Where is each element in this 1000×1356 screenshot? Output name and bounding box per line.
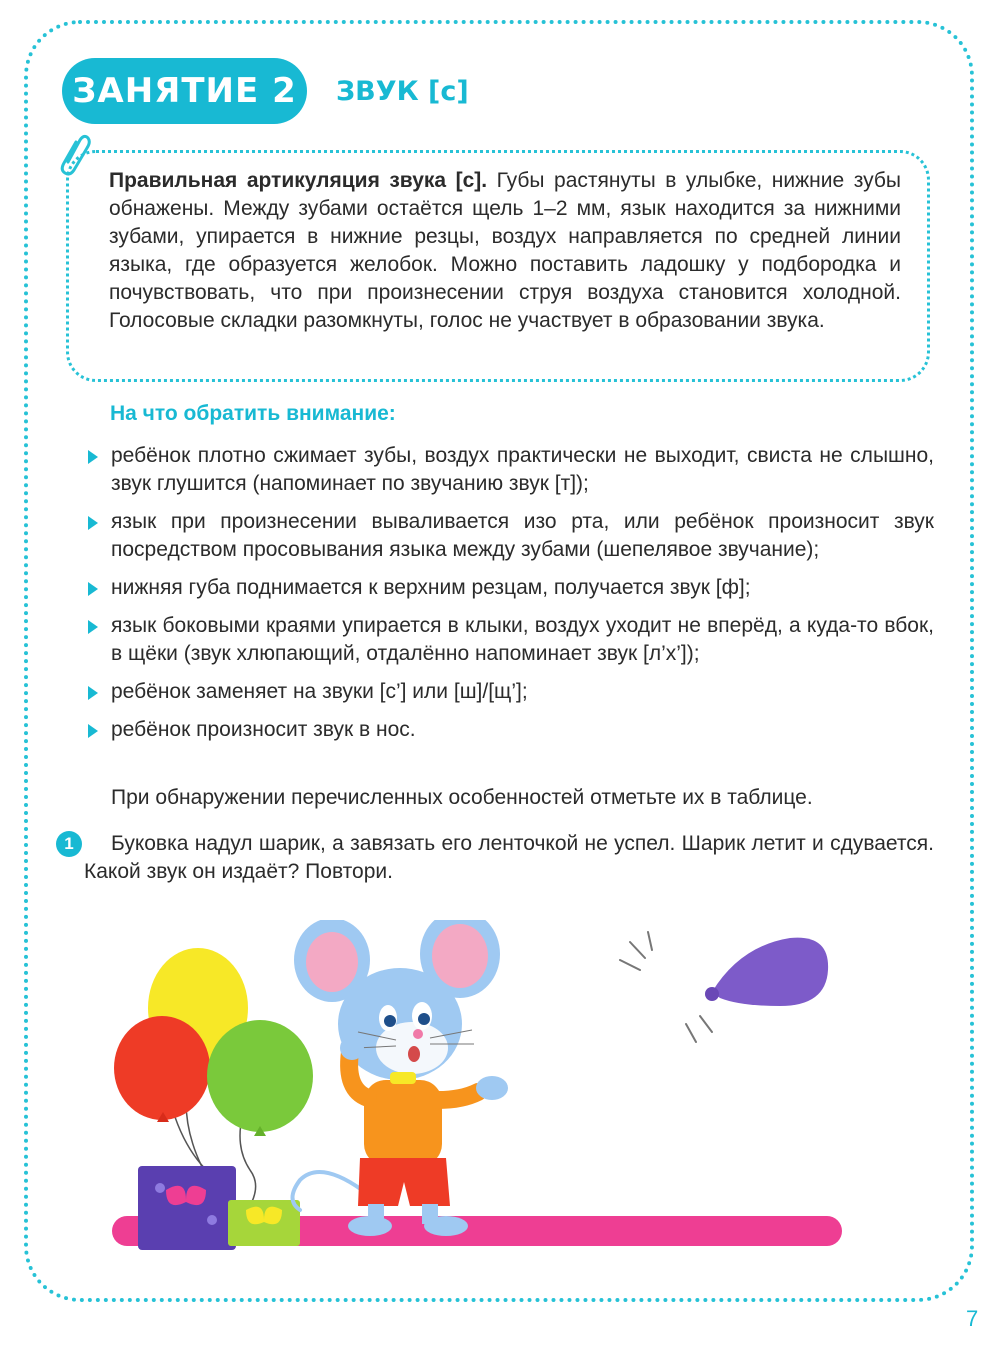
green-gift-icon: [228, 1200, 300, 1246]
lesson-badge: [62, 58, 307, 124]
triangle-bullet-icon: [88, 724, 98, 738]
lesson-label: ЗАНЯТИЕ 2: [72, 71, 297, 111]
attention-note: При обнаружении перечисленных особенностей отметьте их в таблице.: [111, 786, 813, 809]
green-balloon-icon: [207, 1020, 313, 1132]
list-item: [84, 716, 934, 744]
deflating-balloon-icon: [712, 938, 828, 1006]
mouse-mouth: [408, 1046, 420, 1062]
list-item: [84, 612, 934, 668]
red-balloon-icon: [114, 1016, 210, 1120]
mouse-tail: [293, 1172, 363, 1210]
attention-title: На что обратить внимание:: [110, 402, 396, 425]
lesson-subtitle: ЗВУК [с]: [336, 76, 469, 107]
list-item-text: нижняя губа поднимается к верхним резцам, получается звук [ф];: [111, 576, 751, 599]
attention-list: [84, 442, 934, 754]
page-number: 7: [966, 1306, 979, 1331]
list-item-text: язык при произнесении вываливается изо рта, или ребёнок произносит звук посредством просовывания языка между зубами (шепелявое звучание);: [111, 510, 934, 561]
triangle-bullet-icon: [88, 620, 98, 634]
mouse-shirt: [364, 1080, 442, 1166]
motion-lines-icon: [620, 932, 712, 1042]
mouse-nose: [413, 1029, 423, 1039]
list-item: [84, 574, 934, 602]
list-item: [84, 508, 934, 564]
list-item-text: ребёнок произносит звук в нос.: [111, 718, 416, 741]
task-text: Буковка надул шарик, а завязать его ленточкой не успел. Шарик летит и сдувается. Какой звук он издаёт? Повтори.: [84, 832, 934, 883]
triangle-bullet-icon: [88, 516, 98, 530]
mouse-arm: [438, 1092, 478, 1100]
list-item: [84, 678, 934, 706]
list-item-text: ребёнок плотно сжимает зубы, воздух практически не выходит, свиста не слышно, звук глушится (напоминает по звучанию звук [т]);: [111, 444, 934, 495]
list-item-text: ребёнок заменяет на звуки [с’] или [ш]/[щ’];: [111, 680, 528, 703]
articulation-box: [66, 150, 930, 382]
articulation-text: Губы растянуты в улыбке, нижние зубы обнажены. Между зубами остаётся щель 1–2 мм, язык находится за нижними зубами, упирается в нижние резцы, воздух направляется по средней линии языка, где образуется желобок. Можно поставить ладошку у подбородка и почувствовать, что при произнесении струя воздуха становится холодной. Голосовые складки разомкнуты, голос не участвует в образовании звука.: [109, 169, 901, 332]
task-number-badge: 1: [56, 831, 82, 857]
triangle-bullet-icon: [88, 582, 98, 596]
list-item-text: язык боковыми краями упирается в клыки, воздух уходит не вперёд, а куда-то вбок, в щёки (звук хлюпающий, отдалённо напоминает звук [л’х’]);: [111, 614, 934, 665]
mouse-balloons-illustration: [100, 920, 860, 1260]
mouse-shorts: [358, 1158, 450, 1206]
triangle-bullet-icon: [88, 450, 98, 464]
triangle-bullet-icon: [88, 686, 98, 700]
list-item: [84, 442, 934, 498]
articulation-lead: Правильная артикуляция звука [с].: [109, 169, 488, 192]
purple-gift-icon: [138, 1166, 236, 1250]
